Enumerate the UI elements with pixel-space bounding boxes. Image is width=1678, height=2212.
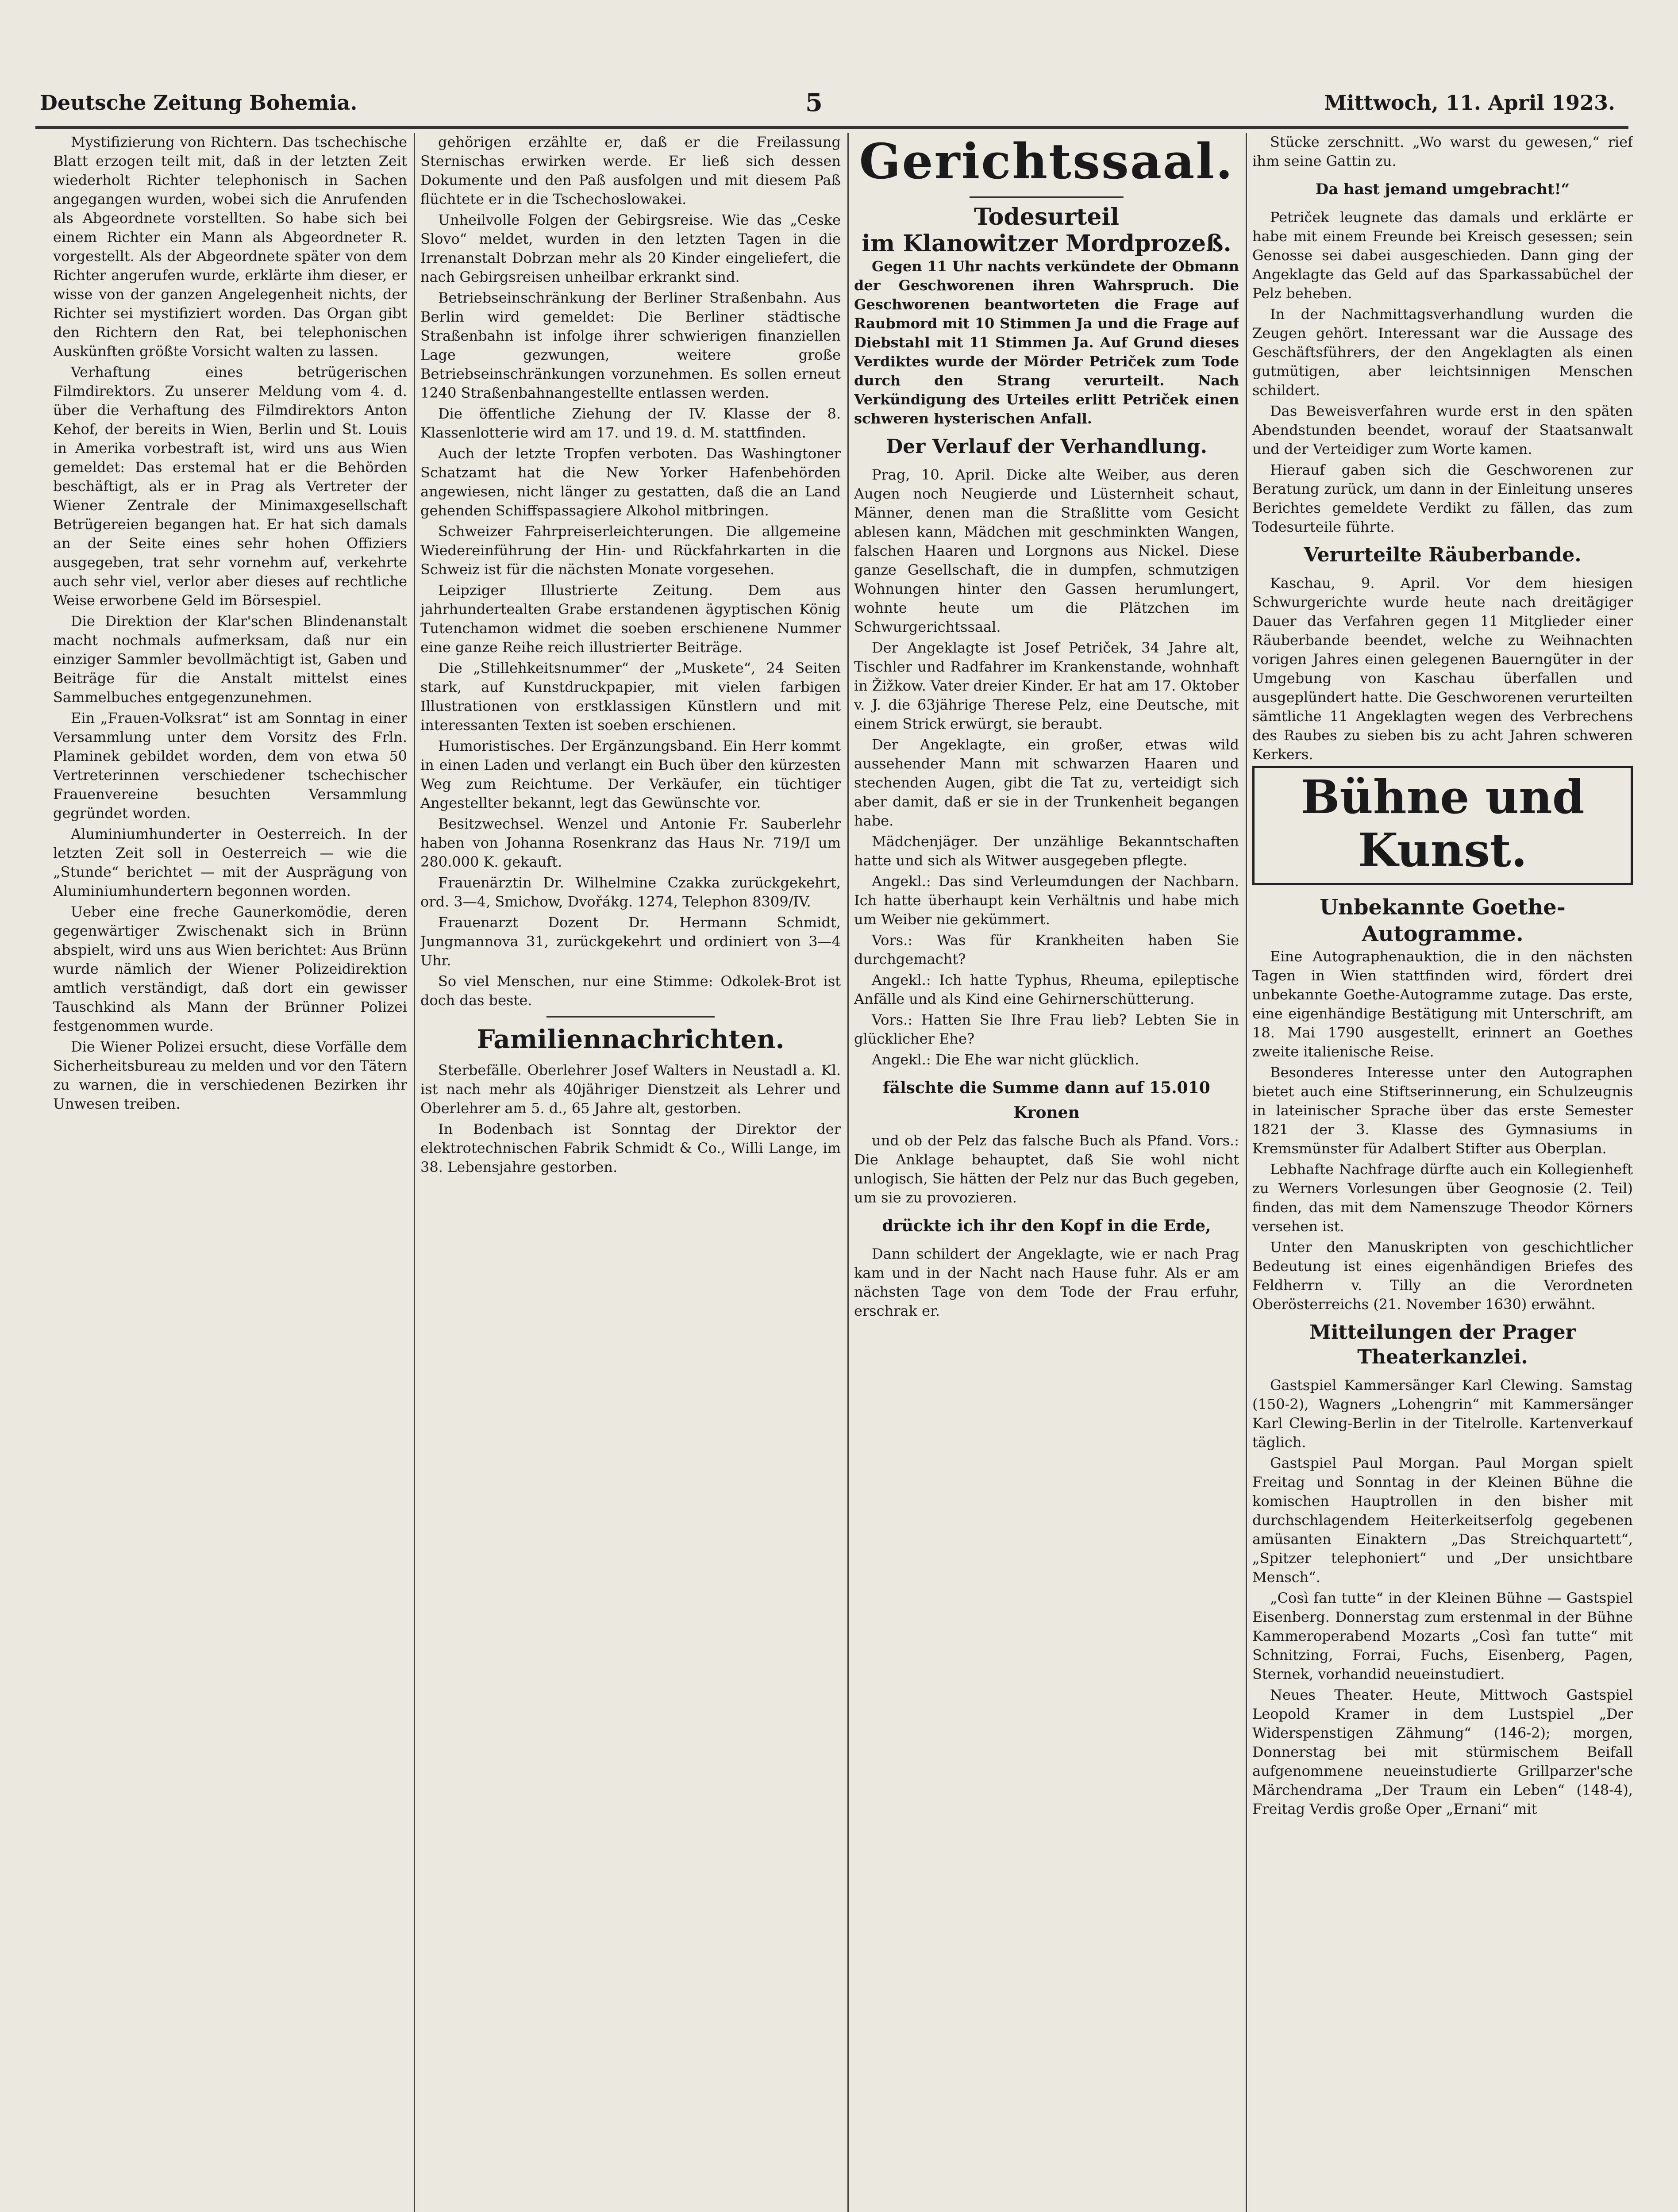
article-paragraph: Stücke zerschnitt. „Wo warst du gewesen,“ rief ihm seine Gattin zu. (1252, 134, 1633, 169)
article-paragraph: Prag, 10. April. Dicke alte Weiber, aus deren Augen noch Neugierde und Lüsternheit schaut, Männer, denen man die Straßlitte vom Gesicht ablesen kann, Mädchen mit geschminkten Wangen, falschen Haaren und Lorgnons aus Nickel. Diese ganze Gesellschaft, die in dumpfen, schmutzigen Wohnungen hinter den Gassen herumlungert, wohnte heute um die Plätzchen im Schwurgerichtssaal. (854, 466, 1239, 635)
article-paragraph: Angekl.: Das sind Verleumdungen der Nachbarn. Ich hatte überhaupt kein Verhältnis und habe mich um Weiber nie gekümmert. (854, 873, 1239, 928)
goethe-headline: Unbekannte Goethe-Autogramme. (1320, 895, 1566, 946)
column-divider (1246, 133, 1247, 2212)
robber-gang-heading: Verurteilte Räuberbande. (1304, 544, 1582, 566)
article-paragraph: Ueber eine freche Gaunerkomödie, deren gegenwärtiger Zwischenakt sich in Brünn abspielt, wird uns aus Wien berichtet: Aus Brünn wurde nämlich der Wiener Polizeidirektion amtlich verständigt, daß dort ein gewisser Tauschkind als Mann der Brünner Polizei festgenommen wurde. (53, 903, 407, 1034)
article-paragraph: gehörigen erzählte er, daß er die Freilassung Sternischas erwirken werde. Er ließ sich dessen Dokumente und den Paß ausfolgen und mit diesem Paß flüchtete er in die Tschechoslowakei. (420, 134, 841, 207)
article-paragraph: Dann schildert der Angeklagte, wie er nach Prag kam und in der Nacht nach Hause fuhr. Als er am nächsten Tage von dem Tode der Frau erfuhr, erschrak er. (854, 1245, 1239, 1319)
article-paragraph: Das Beweisverfahren wurde erst in den späten Abendstunden beendet, worauf der Staatsanwalt und der Verteidiger zum Worte kamen. (1252, 403, 1633, 457)
article-paragraph: Humoristisches. Der Ergänzungsband. Ein Herr kommt in einen Laden und verlangt ein Buch über den kürzesten Weg zum Reichtume. Der Verkäufer, ein tüchtiger Angestellter bekannt, legt das Gewünschte vor. (420, 737, 841, 811)
arts-section-box (1252, 766, 1633, 885)
article-paragraph: Verhaftung eines betrügerischen Filmdirektors. Zu unserer Meldung vom 4. d. über die Verhaftung des Filmdirektors Anton Kehof, der bereits in Wien, Berlin und St. Louis in Amerika vorbestraft ist, wird uns aus Wien gemeldet: Das erstemal hat er die Behörden beschäftigt, als er in Prag als Vertreter der Wiener Zentrale der Minimaxgesellschaft Betrügereien begangen hat. Er hat sich damals an der Seite eines sehr hohen Offiziers ausgegeben, trat sehr vornehm auf, verkehrte auch sehr viel, verlor aber dieses auf rechtliche Weise erworbene Geld im Börsespiel. (53, 364, 407, 609)
article-paragraph: Leipziger Illustrierte Zeitung. Dem aus jahrhundertealten Grabe erstandenen ägyptischen König Tutenchamon widmet die soeben erschienene Nummer eine ganze Reihe reich illustrierter Beiträge. (420, 582, 841, 656)
article-paragraph: Die öffentliche Ziehung der IV. Klasse der 8. Klassenlotterie wird am 17. und 19. d. M. stattfinden. (420, 405, 841, 441)
verdict-lead: Gegen 11 Uhr nachts verkündete der Obmann der Geschworenen ihren Wahrspruch. Die Geschworenen beantworteten die Frage auf Raubmord mit 10 Stimmen Ja und die Frage auf Diebstahl mit 11 Stimmen Ja. Auf Grund dieses Verdiktes wurde der Mörder Petriček zum Tode durch den Strang verurteilt. Nach Verkündigung des Urteiles erlitt Petriček einen schweren hysterischen Anfall. (854, 258, 1239, 427)
article-paragraph: In der Nachmittagsverhandlung wurden die Zeugen gehört. Interessant war die Aussage des Geschäftsführers, der den Angeklagten als einen gutmütigen, aber leichtsinnigen Menschen schildert. (1252, 306, 1633, 399)
column-2 (420, 133, 841, 2212)
column-4 (1252, 133, 1633, 2212)
article-paragraph: Auch der letzte Tropfen verboten. Das Washingtoner Schatzamt hat die New Yorker Hafenbehörden angewiesen, nicht länger zu gestatten, daß die an Land gehenden Schiffspassagiere Alkohol mitbringen. (420, 445, 841, 519)
article-paragraph: Hierauf gaben sich die Geschworenen zur Beratung zurück, um dann in der Einleitung unseres Berichtes gemeldete Verdikt zu fällen, das zum Todesurteile führte. (1252, 461, 1633, 535)
article-paragraph: Die „Stillehkeitsnummer“ der „Muskete“, 24 Seiten stark, auf Kunstdruckpapier, mit vielen farbigen Illustrationen von erstklassigen Künstlern und mit interessanten Texten ist soeben erschienen. (420, 660, 841, 733)
theater-notices-heading: Mitteilungen der Prager Theaterkanzlei. (1309, 1321, 1576, 1368)
issue-date: Mittwoch, 11. April 1923. (1324, 91, 1615, 115)
article-paragraph: Die Wiener Polizei ersucht, diese Vorfälle dem Sicherheitsbureau zu melden und vor den Tätern zu warnen, die in verschiedenen Bezirken ihr Unwesen treiben. (53, 1038, 407, 1112)
verdict-subheadline: im Klanowitzer Mordprozeß. (862, 230, 1232, 257)
article-paragraph: Der Angeklagte ist Josef Petriček, 34 Jahre alt, Tischler und Radfahrer im Krankenstande, wohnhaft in Žižkow. Vater dreier Kinder. Er hat am 17. Oktober v. J. die 63jährige Therese Pelz, eine Deutsche, mit einem Strick erwürgt, sie beraubt. (854, 639, 1239, 732)
article-paragraph: Mystifizierung von Richtern. Das tschechische Blatt erzogen teilt mit, daß in der letzten Zeit wiederholt Richter telephonisch in Sachen angegangen wurden, wobei sich die Anrufenden als Abgeordnete vorstellten. So habe sich bei einem Richter ein Mann als Abgeordneter R. vorgestellt. Als der Abgeordnete später von dem Richter angerufen wurde, erklärte ihm dieser, er wisse von der ganzen Angelegenheit nichts, der Richter sei mystifiziert worden. Das Organ gibt den Richtern den Rat, bei telephonischen Auskünften größte Vorsicht walten zu lassen. (53, 134, 407, 360)
verdict-headline: Todesurteil (974, 204, 1119, 230)
article-paragraph: Unheilvolle Folgen der Gebirgsreise. Wie das „Ceske Slovo“ meldet, wurden in den letzten Tagen in die Irrenanstalt Dobrzan mehr als 20 Kinder eingeliefert, die nach Gebirgsreisen unheilbar erkrankt sind. (420, 211, 841, 285)
article-paragraph: „Così fan tutte“ in der Kleinen Bühne — Gastspiel Eisenberg. Donnerstag zum erstenmal in der Bühne Kammeroperabend Mozarts „Così fan tutte“ mit Schnitzing, Forrai, Fuchs, Eisenberg, Pagen, Sternek, vorhandid neueinstudiert. (1252, 1590, 1633, 1682)
article-paragraph: Mädchenjäger. Der unzählige Bekanntschaften hatte und sich als Witwer ausgegeben pflegte. (854, 833, 1239, 869)
article-paragraph: Angekl.: Ich hatte Typhus, Rheuma, epileptische Anfälle und als Kind eine Gehirnerschütterung. (854, 972, 1239, 1007)
article-paragraph: Besonderes Interesse unter den Autographen bietet auch eine Stiftserinnerung, ein Schulzeugnis in lateinischer Sprache über das erste Semester 1821 der 3. Klasse des Gymnasiums in Kremsmünster für Adalbert Stifter aus Oberplan. (1252, 1064, 1633, 1157)
article-paragraph: Kaschau, 9. April. Vor dem hiesigen Schwurgerichte wurde heute nach dreitägiger Dauer das Verfahren gegen 11 Mitglieder einer Räuberbande beendet, welche zu Weihnachten vorigen Jahres einen gelegenen Bauerngüter in der Umgebung von Kaschau überfallen und ausgeplündert hatte. Die Geschworenen verurteilten sämtliche 11 Angeklagten wegen des Verbrechens des Raubes zu sieben bis zu acht Jahren schweren Kerkers. (1252, 575, 1633, 763)
article-paragraph: Vors.: Was für Krankheiten haben Sie durchgemacht? (854, 932, 1239, 968)
article-paragraph: Neues Theater. Heute, Mittwoch Gastspiel Leopold Kramer in dem Lustspiel „Der Widerspenstigen Zähmung“ (146-2); morgen, Donnerstag bei mit stürmischem Beifall aufgenommene neueinstudierte Grillparzer'sche Märchendrama „Der Traum ein Leben“ (148-4), Freitag Verdis große Oper „Ernani“ mit (1252, 1686, 1633, 1817)
inline-subheading: drückte ich ihr den Kopf in die Erde, (882, 1217, 1211, 1235)
article-paragraph: Frauenärztin Dr. Wilhelmine Czakka zurückgekehrt, ord. 3—4, Smichow, Dvořákg. 1274, Telephon 8309/IV. (420, 874, 841, 910)
article-paragraph: Lebhafte Nachfrage dürfte auch ein Kollegienheft zu Werners Vorlesungen über Geognosie (2. Teil) finden, das mit dem Namenszuge Theodor Körners versehen ist. (1252, 1161, 1633, 1235)
article-paragraph: Die Direktion der Klar'schen Blindenanstalt macht nochmals aufmerksam, daß nur ein einziger Sammler bevollmächtigt ist, Gaben und Beiträge für die Anstalt mittelst eines Sammelbuches entgegenzunehmen. (53, 613, 407, 706)
article-paragraph: Ein „Frauen-Volksrat“ ist am Sonntag in einer Versammlung unter dem Vorsitz des Frln. Plaminek gebildet worden, dem von etwa 50 Vertreterinnen verschiedener tschechischer Frauenvereine besuchten Versammlung gegründet worden. (53, 710, 407, 822)
header-rule (35, 126, 1628, 129)
court-section-title: Gerichtssaal. (859, 133, 1234, 190)
article-paragraph: Eine Autographenauktion, die in den nächsten Tagen in Wien stattfinden wird, fördert drei unbekannte Goethe-Autogramme zutage. Das erste, eine eigenhändige Bestätigung mit Unterschrift, am 18. Mai 1790 ausgestellt, erinnert an Goethes zweite italienische Reise. (1252, 948, 1633, 1060)
section-divider (547, 1016, 715, 1018)
trial-section-heading: Der Verlauf der Verhandlung. (886, 435, 1207, 458)
article-paragraph: Angekl.: Die Ehe war nicht glücklich. (872, 1051, 1139, 1068)
arts-section-title: Bühne und Kunst. (1301, 770, 1585, 877)
inline-subheading: Da hast jemand umgebracht!“ (1315, 180, 1570, 198)
article-paragraph: Aluminiumhunderter in Oesterreich. In der letzten Zeit soll in Oesterreich — wie die „Stunde“ berichtet — mit der Ausprägung von Aluminiumhundertern begonnen worden. (53, 826, 407, 899)
article-paragraph: Unter den Manuskripten von geschichtlicher Bedeutung ist eines eigenhändigen Briefes des Feldherrn v. Tilly an die Verordneten Oberösterreichs (21. November 1630) erwähnt. (1252, 1239, 1633, 1313)
article-paragraph: Besitzwechsel. Wenzel und Antonie Fr. Sauberlehr haben von Johanna Rosenkranz das Haus Nr. 719/I um 280.000 K. gekauft. (420, 815, 841, 870)
article-paragraph: Vors.: Hatten Sie Ihre Frau lieb? Lebten Sie in glücklicher Ehe? (854, 1011, 1239, 1047)
article-paragraph: Der Angeklagte, ein großer, etwas wild aussehender Mann mit schwarzen Haaren und stechenden Augen, gibt die Tat zu, verteidigt sich aber damit, daß er sie in der Trunkenheit begangen habe. (854, 736, 1239, 829)
article-paragraph: Betriebseinschränkung der Berliner Straßenbahn. Aus Berlin wird gemeldet: Die Berliner städtische Straßenbahn ist infolge ihrer schwierigen finanziellen Lage gezwungen, weitere große Betriebseinschränkungen vorzunehmen. Es sollen erneut 1240 Straßenbahnangestellte entlassen werden. (420, 289, 841, 401)
article-paragraph: Gastspiel Kammersänger Karl Clewing. Samstag (150-2), Wagners „Lohengrin“ mit Kammersänger Karl Clewing-Berlin in der Titelrolle. Kartenverkauf täglich. (1252, 1377, 1633, 1451)
page-number: 5 (805, 88, 823, 117)
article-paragraph: Schweizer Fahrpreiserleichterungen. Die allgemeine Wiedereinführung der Hin- und Rückfahrkarten in die Schweiz ist für die nächsten Monate vorgesehen. (420, 523, 841, 578)
article-paragraph: Gastspiel Paul Morgan. Paul Morgan spielt Freitag und Sonntag in der Kleinen Bühne die komischen Hauptrollen in den bisher mit durchschlagendem Heiterkeitserfolg gegebenen amüsanten Einaktern „Das Streichquartett“, „Spitzer telephoniert“ und „Der unsichtbare Mensch“. (1252, 1455, 1633, 1586)
page-header (40, 88, 1615, 126)
article-paragraph: Frauenarzt Dozent Dr. Hermann Schmidt, Jungmannova 31, zurückgekehrt und ordiniert von 3—4 Uhr. (420, 914, 841, 969)
column-divider (847, 133, 849, 2212)
column-divider (414, 133, 415, 2212)
inline-subheading: fälschte die Summe dann auf 15.010 Kronen (883, 1079, 1210, 1122)
family-news-heading: Familiennachrichten. (477, 1024, 785, 1054)
title-divider (970, 196, 1124, 198)
article-paragraph: Petriček leugnete das damals und erklärte er habe mit einem Freunde bei Kreisch gesessen; sein Genosse sei dabei ausgeschieden. Dann ging der Angeklagte das Geld auf das Sparkassabüchel der Pelz beheben. (1252, 209, 1633, 302)
article-paragraph: Sterbefälle. Oberlehrer Josef Walters in Neustadl a. Kl. ist nach mehr als 40jähriger Dienstzeit als Lehrer und Oberlehrer am 5. d., 65 Jahre alt, gestorben. (420, 1062, 841, 1117)
article-paragraph: In Bodenbach ist Sonntag der Direktor der elektrotechnischen Fabrik Schmidt & Co., Willi Lange, im 38. Lebensjahre gestorben. (420, 1121, 841, 1175)
column-3 (854, 133, 1239, 2212)
newspaper-name: Deutsche Zeitung Bohemia. (40, 91, 358, 115)
article-paragraph: und ob der Pelz das falsche Buch als Pfand. Vors.: Die Anklage behauptet, daß Sie wohl nicht unlogisch, Sie hätten der Pelz nur das Buch gegeben, um sie zu provozieren. (854, 1132, 1239, 1206)
column-1 (53, 133, 407, 2212)
article-paragraph: So viel Menschen, nur eine Stimme: Odkolek-Brot ist doch das beste. (420, 973, 841, 1009)
